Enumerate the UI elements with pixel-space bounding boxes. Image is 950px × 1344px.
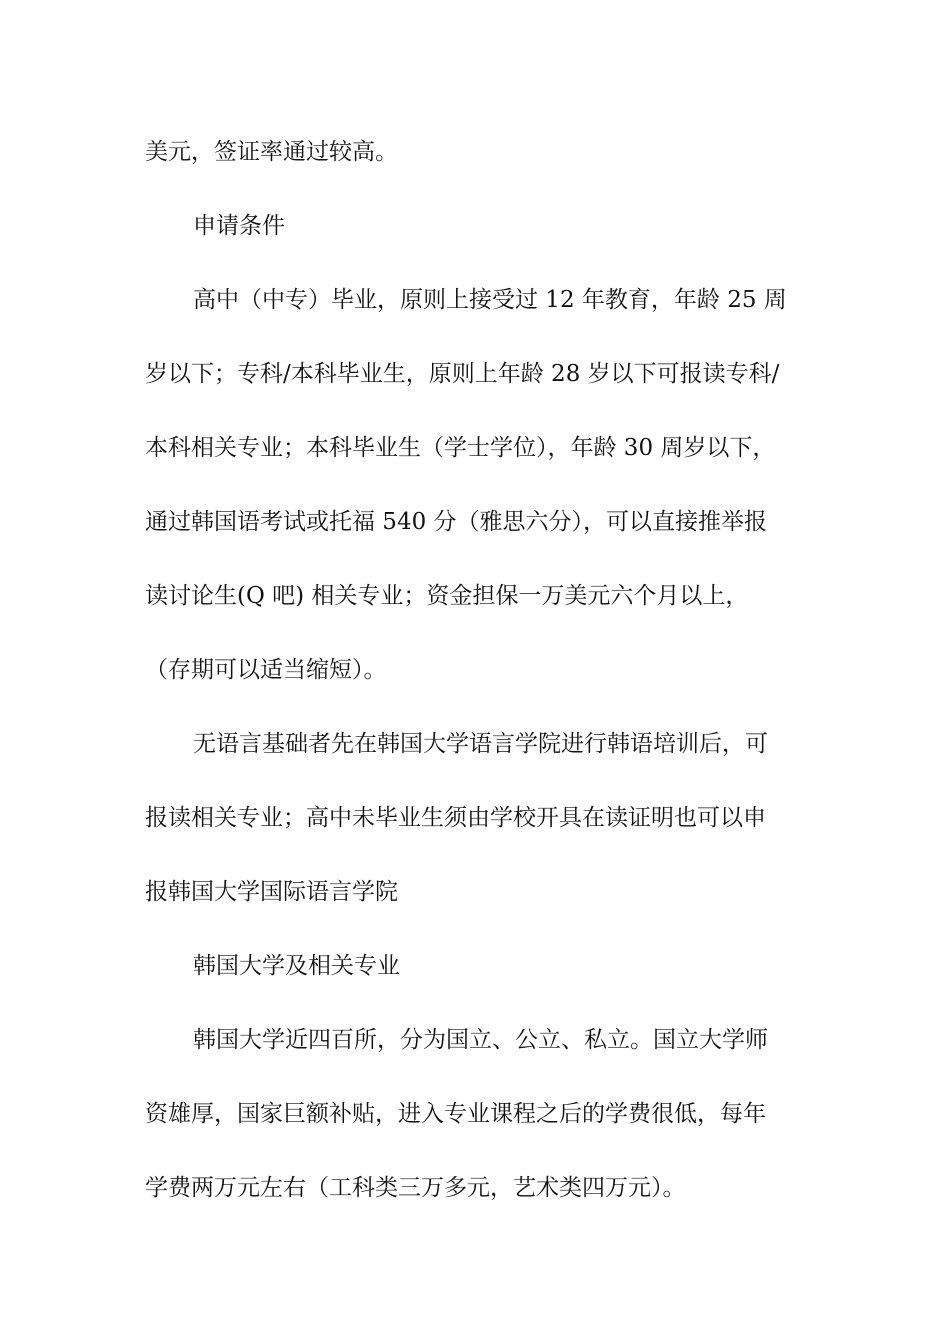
paragraph-requirements-line-3: 本科相关专业；本科毕业生（学士学位），年龄 30 周岁以下， (145, 435, 776, 461)
text-line-visa-rate: 美元，签证率通过较高。 (145, 139, 398, 165)
paragraph-language-line-2: 报读相关专业；高中未毕业生须由学校开具在读证明也可以申 (145, 805, 766, 831)
paragraph-requirements-line-5: 读讨论生(Q 吧) 相关专业；资金担保一万美元六个月以上， (145, 583, 749, 609)
paragraph-requirements-line-2: 岁以下；专科/本科毕业生，原则上年龄 28 岁以下可报读专科/ (145, 361, 780, 387)
paragraph-language-line-3: 报韩国大学国际语言学院 (145, 879, 398, 905)
paragraph-language-line-1: 无语言基础者先在韩国大学语言学院进行韩语培训后，可 (193, 731, 768, 757)
paragraph-requirements-line-6: （存期可以适当缩短）。 (145, 657, 387, 683)
paragraph-requirements-line-4: 通过韩国语考试或托福 540 分（雅思六分），可以直接推举报 (145, 509, 768, 535)
paragraph-universities-line-2: 资雄厚，国家巨额补贴，进入专业课程之后的学费很低，每年 (145, 1101, 766, 1127)
paragraph-universities-line-1: 韩国大学近四百所，分为国立、公立、私立。国立大学师 (193, 1027, 768, 1053)
paragraph-requirements-line-1: 高中（中专）毕业，原则上接受过 12 年教育，年龄 25 周 (193, 287, 787, 313)
section-heading-universities: 韩国大学及相关专业 (193, 953, 400, 979)
section-heading-requirements: 申请条件 (193, 213, 285, 239)
paragraph-universities-line-3: 学费两万元左右（工科类三万多元，艺术类四万元）。 (145, 1175, 686, 1201)
